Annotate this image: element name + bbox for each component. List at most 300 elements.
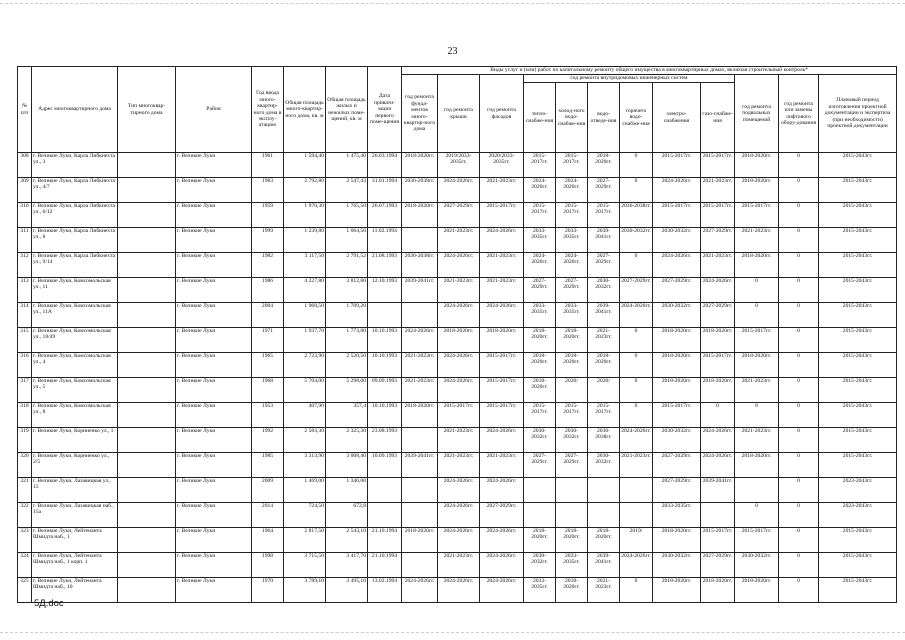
cell-year: 1970 — [252, 578, 284, 603]
cell-priv — [368, 478, 402, 503]
cell-facade: 2018-2020гг. — [480, 328, 524, 353]
cell-year: 1985 — [252, 453, 284, 478]
cell-num: 308 — [18, 153, 32, 178]
cell-facade: 2027-2029гг. — [480, 503, 524, 528]
cell-hot: 0 — [620, 353, 653, 378]
cell-design: 2015-2043гг. — [819, 428, 897, 453]
cell-heat: 2018-2020гг. — [524, 328, 556, 353]
table-row — [18, 278, 897, 303]
cell-sewer: 2027-2029гг. — [588, 178, 620, 203]
cell-type — [118, 253, 176, 278]
cell-district: г. Великие Луки — [176, 228, 252, 253]
cell-total: 1 968,50 — [284, 303, 326, 328]
cell-type — [118, 203, 176, 228]
cell-sewer — [588, 503, 620, 528]
cell-heat — [524, 503, 556, 528]
cell-cold: 2030-2032гг. — [556, 428, 588, 453]
table-row — [18, 228, 897, 253]
table-row — [18, 478, 897, 503]
cell-total: 1 594,40 — [284, 153, 326, 178]
cell-district: г. Великие Луки — [176, 278, 252, 303]
cell-priv: 10.10.1993 — [368, 328, 402, 353]
cell-facade: 2024-2026гг. — [480, 228, 524, 253]
header-type: Тип многоквар-тирного дома — [118, 67, 176, 153]
cell-lift: 0 — [779, 253, 819, 278]
cell-base: 2015-2017гг. — [735, 528, 779, 553]
cell-found: 2039-2041гг. — [402, 278, 438, 303]
cell-district: г. Великие Луки — [176, 403, 252, 428]
cell-district: г. Великие Луки — [176, 578, 252, 603]
cell-district: г. Великие Луки — [176, 153, 252, 178]
table-row — [18, 353, 897, 378]
cell-design: 2015-2043гг. — [819, 303, 897, 328]
cell-num: 316 — [18, 353, 32, 378]
cell-sewer: 2020/ — [588, 378, 620, 403]
cell-design: 2015-2043гг. — [819, 178, 897, 203]
cell-address: г. Великие Луки, Корниенко ул., 1 — [32, 428, 118, 453]
cell-district: г. Великие Луки — [176, 303, 252, 328]
cell-district: г. Великие Луки — [176, 503, 252, 528]
cell-lift: 0 — [779, 303, 819, 328]
table-row — [18, 153, 897, 178]
cell-total: 1 970,30 — [284, 203, 326, 228]
cell-lift: 0 — [779, 403, 819, 428]
cell-year: 1965 — [252, 353, 284, 378]
header-basement: год ремонта подвальных помещений — [735, 75, 779, 153]
footer-filename: 5Д.doc — [34, 598, 64, 609]
cell-year: 2004 — [252, 303, 284, 328]
table-row — [18, 303, 897, 328]
cell-hot: 2024-2026гг. — [620, 303, 653, 328]
cell-roof: 2024-2026гг. — [438, 478, 480, 503]
cell-gas: 2018-2020гг. — [701, 378, 735, 403]
cell-address: г. Великие Луки, Комсомольская ул., 11 — [32, 278, 118, 303]
cell-found — [402, 303, 438, 328]
cell-found: 2039-2041гг. — [402, 453, 438, 478]
cell-year: 1971 — [252, 328, 284, 353]
cell-elec: 2018-2020гг. — [653, 528, 701, 553]
cell-roof: 2024-2026гг. — [438, 253, 480, 278]
cell-year: 1968 — [252, 378, 284, 403]
table-body — [18, 153, 897, 603]
cell-base: 2018-2020гг. — [735, 578, 779, 603]
cell-priv — [368, 303, 402, 328]
cell-lift: 0 — [779, 503, 819, 528]
cell-roof: 2024-2026гг. — [438, 178, 480, 203]
cell-elec: 2018-2020гг. — [653, 578, 701, 603]
cell-total: 4 227,80 — [284, 278, 326, 303]
cell-found — [402, 428, 438, 453]
cell-total: 1 239,80 — [284, 228, 326, 253]
cell-district: г. Великие Луки — [176, 328, 252, 353]
cell-facade: 2021-2023гг. — [480, 278, 524, 303]
cell-design: 2015-2043гг. — [819, 253, 897, 278]
cell-res: 3 495,10 — [326, 578, 368, 603]
cell-cold: 2018-2020гг. — [556, 528, 588, 553]
cell-year: 1959 — [252, 203, 284, 228]
cell-found: 2024-2026гг. — [402, 578, 438, 603]
cell-gas: 2027-2029гг. — [701, 228, 735, 253]
cell-roof: 2024-2026гг. — [438, 503, 480, 528]
cell-res: 672,8 — [326, 503, 368, 528]
cell-address: г. Великие Луки, Карла Либкнехта ул., 8 — [32, 228, 118, 253]
header-num: № п/п — [18, 67, 32, 153]
cell-found: 2024-2026гг. — [402, 328, 438, 353]
cell-heat: 2033-2035гг. — [524, 578, 556, 603]
cell-found — [402, 503, 438, 528]
table-row — [18, 178, 897, 203]
cell-gas: 2039-2041гг. — [701, 478, 735, 503]
cell-type — [118, 353, 176, 378]
cell-found: 2018-2020гг. — [402, 528, 438, 553]
cell-address: г. Великие Луки, Комсомольская ул., 8 — [32, 403, 118, 428]
cell-heat: 2018-2020гг. — [524, 353, 556, 378]
cell-base: 2018-2020гг. — [735, 178, 779, 203]
cell-facade: 2021-2023гг. — [480, 253, 524, 278]
cell-num: 323 — [18, 528, 32, 553]
cell-elec: 2015-2017гг. — [653, 203, 701, 228]
cell-elec: 2018-2020гг. — [653, 378, 701, 403]
cell-design: 2015-2043гг. — [819, 528, 897, 553]
cell-num: 312 — [18, 253, 32, 278]
cell-roof: 2019/2033-2035гг. — [438, 153, 480, 178]
cell-priv: 13.02.1994 — [368, 578, 402, 603]
cell-lift: 0 — [779, 353, 819, 378]
cell-heat: 2015-2017гг. — [524, 203, 556, 228]
header-priv-date: Дата привати-зации первого поме-щения — [368, 67, 402, 153]
cell-num: 325 — [18, 578, 32, 603]
cell-base: 2018-2020гг. — [735, 453, 779, 478]
cell-facade: 2024-2026гг. — [480, 478, 524, 503]
cell-gas: 2024-2026гг. — [701, 428, 735, 453]
cell-district: г. Великие Луки — [176, 253, 252, 278]
cell-sewer: 2021-2023гг. — [588, 328, 620, 353]
cell-priv: 11.02.1994 — [368, 228, 402, 253]
cell-gas — [701, 503, 735, 528]
cell-hot: 2036-2038гг. — [620, 203, 653, 228]
cell-base: 2015-2017гг. — [735, 328, 779, 353]
header-res-area: Общая площадь жилых и нежилых поме-щений, кв. м — [326, 67, 368, 153]
cell-sewer: 2039-2041гг. — [588, 303, 620, 328]
cell-found — [402, 228, 438, 253]
cell-cold: 2015-2017гг. — [556, 403, 588, 428]
cell-sewer: 2030-2032гг. — [588, 278, 620, 303]
cell-num: 313 — [18, 278, 32, 303]
cell-district: г. Великие Луки — [176, 553, 252, 578]
cell-total: 1 469,00 — [284, 478, 326, 503]
cell-address: г. Великие Луки, Лейтенанта Шмидта наб., 10 — [32, 578, 118, 603]
cell-address: г. Великие Луки, Карла Либкнехта ул., 9/14 — [32, 253, 118, 278]
cell-facade: 2024-2026гг. — [480, 578, 524, 603]
cell-total: 2 792,80 — [284, 178, 326, 203]
cell-res: 1 709,20 — [326, 303, 368, 328]
cell-year: 1961 — [252, 153, 284, 178]
cell-design: 2023-2043гг. — [819, 478, 897, 503]
header-design: Плановый период изготовления проектной документации и экспертиза (при необходимости) проектной документации — [819, 75, 897, 153]
cell-sewer: 2018-2020гг. — [588, 528, 620, 553]
cell-year: 1983 — [252, 178, 284, 203]
cell-num: 321 — [18, 478, 32, 503]
cell-elec: 2024-2026гг. — [653, 178, 701, 203]
cell-num: 309 — [18, 178, 32, 203]
cell-sewer: 2027-2029гг. — [588, 253, 620, 278]
header-cold: холод-ного водо-снабже-ния — [556, 83, 588, 153]
cell-priv: 21.08.1993 — [368, 253, 402, 278]
table-row — [18, 528, 897, 553]
cell-gas: 2021-2023гг. — [701, 178, 735, 203]
cell-gas: 2027-2029гг. — [701, 303, 735, 328]
cell-design: 2015-2043гг. — [819, 453, 897, 478]
cell-hot: 2030-2032гг. — [620, 228, 653, 253]
cell-roof: 2024-2026гг. — [438, 578, 480, 603]
cell-total: 3 715,50 — [284, 553, 326, 578]
cell-design: 2015-2043гг. — [819, 328, 897, 353]
cell-elec: 2033-2035гг. — [653, 503, 701, 528]
cell-hot: 2019/ — [620, 528, 653, 553]
cell-design: 2015-2043гг. — [819, 153, 897, 178]
cell-type — [118, 503, 176, 528]
header-foundation: год ремонта фунда-ментов много-квартир-ного дома — [402, 75, 438, 153]
header-elec: электро-снабжения — [653, 83, 701, 153]
cell-total: 3 117,50 — [284, 253, 326, 278]
cell-heat: 2015-2017гг. — [524, 403, 556, 428]
cell-base: 2021-2023гг. — [735, 378, 779, 403]
cell-heat: 2027-2029гг. — [524, 453, 556, 478]
cell-res: 1 346,00 — [326, 478, 368, 503]
cell-cold: 2018-2020гг. — [556, 328, 588, 353]
cell-address: г. Великие Луки, Лазавицкая наб., 15а — [32, 503, 118, 528]
cell-facade: 2015-2017гг. — [480, 203, 524, 228]
cell-num: 317 — [18, 378, 32, 403]
cell-priv: 10.10.1993 — [368, 353, 402, 378]
cell-roof: 2021-2023гг. — [438, 278, 480, 303]
cell-lift: 0 — [779, 228, 819, 253]
cell-total: 2 583,30 — [284, 428, 326, 453]
cell-res: 1 475,40 — [326, 153, 368, 178]
cell-hot: 0 — [620, 378, 653, 403]
table-row — [18, 453, 897, 478]
header-roof: год ремонта крыши — [438, 75, 480, 153]
cell-roof: 2018-2020гг. — [438, 328, 480, 353]
cell-gas: 2018-2020гг. — [701, 328, 735, 353]
cell-res: 3 008,40 — [326, 453, 368, 478]
cell-num: 314 — [18, 303, 32, 328]
cell-res: 2 791,52 — [326, 253, 368, 278]
cell-type — [118, 553, 176, 578]
cell-roof: 2027-2029гг. — [438, 203, 480, 228]
header-total-area: Общая площадь много-квартир-ного дома, кв. м — [284, 67, 326, 153]
cell-base: 2030-2032гг. — [735, 553, 779, 578]
cell-heat: 2015-2017гг. — [524, 153, 556, 178]
cell-district: г. Великие Луки — [176, 428, 252, 453]
cell-year: 1953 — [252, 403, 284, 428]
cell-facade: 2015-2017гг. — [480, 378, 524, 403]
cell-base: 2015-2017гг. — [735, 203, 779, 228]
cell-res: 357,4 — [326, 403, 368, 428]
cell-heat: 2030-2032гг. — [524, 428, 556, 453]
cell-priv: 23.08.1993 — [368, 428, 402, 453]
cell-type — [118, 153, 176, 178]
cell-year: 1999 — [252, 228, 284, 253]
cell-year: 1964 — [252, 528, 284, 553]
cell-gas: 2024-2026гг. — [701, 278, 735, 303]
cell-base: 0 — [735, 403, 779, 428]
cell-design: 2015-2043гг. — [819, 203, 897, 228]
cell-num: 315 — [18, 328, 32, 353]
cell-base: 2018-2020гг. — [735, 253, 779, 278]
cell-base: 0 — [735, 503, 779, 528]
cell-hot: 0 — [620, 253, 653, 278]
cell-base: 2021-2023гг. — [735, 228, 779, 253]
cell-lift: 0 — [779, 378, 819, 403]
cell-facade: 2021-2023гг. — [480, 178, 524, 203]
cell-roof: 2021-2023гг. — [438, 453, 480, 478]
cell-year: 1986 — [252, 278, 284, 303]
cell-lift: 0 — [779, 478, 819, 503]
cell-elec: 2018-2020гг. — [653, 353, 701, 378]
cell-design: 2015-2043гг. — [819, 378, 897, 403]
header-eng-group: год ремонта внутридомовых инженерных систем — [524, 75, 735, 83]
cell-elec: 2030-2032гг. — [653, 553, 701, 578]
cell-facade: 2021-2023гг. — [480, 453, 524, 478]
cell-base: 2018-2020гг. — [735, 353, 779, 378]
cell-type — [118, 228, 176, 253]
cell-address: г. Великие Луки, Карла Либкнехта ул., 4/7 — [32, 178, 118, 203]
header-works-group: Виды услуг и (или) работ по капитальному ремонту общего имущества в многоквартирных домах, включая строительный контроль* — [402, 67, 897, 75]
cell-num: 310 — [18, 203, 32, 228]
header-facade: год ремонта фасадов — [480, 75, 524, 153]
cell-found: 2018-2020гг. — [402, 153, 438, 178]
cell-cold: 2020/ — [556, 378, 588, 403]
cell-gas: 2015-2017гг. — [701, 153, 735, 178]
cell-hot — [620, 503, 653, 528]
cell-type — [118, 578, 176, 603]
cell-design: 2015-2043гг. — [819, 578, 897, 603]
cell-total: 1 937,70 — [284, 328, 326, 353]
cell-design: 2015-2043гг. — [819, 353, 897, 378]
cell-elec: 2015-2017гг. — [653, 153, 701, 178]
cell-address: г. Великие Луки, Карла Либкнехта ул., 6/12 — [32, 203, 118, 228]
cell-cold: 2033-2035гг. — [556, 228, 588, 253]
cell-district: г. Великие Луки — [176, 203, 252, 228]
cell-priv: 10.10.1993 — [368, 403, 402, 428]
table-row — [18, 503, 897, 528]
cell-year: 2014 — [252, 503, 284, 528]
cell-gas: 2015-2017гг. — [701, 203, 735, 228]
cell-sewer: 2021-2023гг. — [588, 578, 620, 603]
cell-lift: 0 — [779, 578, 819, 603]
cell-type — [118, 403, 176, 428]
cell-design: 2015-2043гг. — [819, 228, 897, 253]
cell-hot: 2024-2026гг. — [620, 428, 653, 453]
cell-res: 1 765,50 — [326, 203, 368, 228]
cell-gas: 0 — [701, 403, 735, 428]
cell-gas: 2027-2029гг. — [701, 553, 735, 578]
cell-cold: 2027-2029гг. — [556, 453, 588, 478]
cell-type — [118, 478, 176, 503]
cell-elec: 2018-2020гг. — [653, 328, 701, 353]
cell-sewer: 2018-2020гг. — [588, 353, 620, 378]
cell-base: 0 — [735, 303, 779, 328]
cell-cold: 2015-2017гг. — [556, 153, 588, 178]
cell-total: 724,50 — [284, 503, 326, 528]
cell-type — [118, 328, 176, 353]
cell-address: г. Великие Луки, Лазавицкая ул., 15 — [32, 478, 118, 503]
header-hot: горячего водо-снабже-ния — [620, 83, 653, 153]
cell-found: 2018-2020гг. — [402, 203, 438, 228]
cell-lift: 0 — [779, 178, 819, 203]
cell-base: 2021-2023гг. — [735, 428, 779, 453]
table-row — [18, 403, 897, 428]
cell-base — [735, 478, 779, 503]
cell-lift: 0 — [779, 278, 819, 303]
cell-priv: 21.10.1994 — [368, 528, 402, 553]
cell-gas: 2015-2017гг. — [701, 528, 735, 553]
cell-base: 2018-2020гг. — [735, 153, 779, 178]
cell-district: г. Великие Луки — [176, 353, 252, 378]
cell-res: 1 064,50 — [326, 228, 368, 253]
repair-schedule-table-wrap — [17, 66, 891, 603]
cell-heat: 2024-2026гг. — [524, 253, 556, 278]
cell-priv: 12.10.1993 — [368, 278, 402, 303]
cell-hot: 0 — [620, 328, 653, 353]
cell-roof: 2021-2023гг. — [438, 228, 480, 253]
cell-total: 3 313,90 — [284, 453, 326, 478]
cell-elec: 2030-2032гг. — [653, 228, 701, 253]
cell-elec: 2027-2029гг. — [653, 453, 701, 478]
page-number: 23 — [447, 46, 458, 57]
cell-found — [402, 478, 438, 503]
cell-roof: 2024-2026гг. — [438, 303, 480, 328]
cell-priv: 26.07.1993 — [368, 203, 402, 228]
cell-heat: 2018-2020гг. — [524, 528, 556, 553]
cell-lift: 0 — [779, 153, 819, 178]
header-year: Год ввода много-квартир-ного дома в эксплу-атацию — [252, 67, 284, 153]
cell-elec: 2030-2032гг. — [653, 303, 701, 328]
cell-heat: 2018-2020гг. — [524, 378, 556, 403]
cell-priv: 21.10.1994 — [368, 553, 402, 578]
cell-priv: 26.03.1994 — [368, 153, 402, 178]
cell-type — [118, 528, 176, 553]
cell-heat: 2024-2026гг. — [524, 178, 556, 203]
cell-facade: 2020/2033-2035гг. — [480, 153, 524, 178]
cell-heat: 2033-2035гг. — [524, 228, 556, 253]
cell-found: 2018-2020гг. — [402, 403, 438, 428]
cell-cold: 2015-2017гг. — [556, 203, 588, 228]
repair-schedule-table — [17, 66, 897, 603]
cell-heat: 2030-2032гг. — [524, 553, 556, 578]
cell-type — [118, 278, 176, 303]
cell-year: 1982 — [252, 253, 284, 278]
cell-sewer: 2030-2032гг. — [588, 453, 620, 478]
cell-gas: 2015-2017гг. — [701, 353, 735, 378]
cell-hot — [620, 478, 653, 503]
cell-roof: 2015-2017гг. — [438, 403, 480, 428]
cell-hot: 0 — [620, 403, 653, 428]
cell-heat: 2027-2029гг. — [524, 278, 556, 303]
cell-priv: 10.09.1993 — [368, 453, 402, 478]
cell-lift: 0 — [779, 528, 819, 553]
cell-total: 5 704,00 — [284, 378, 326, 403]
cell-address: г. Великие Луки, Лейтенанта Шмидта наб., 1 — [32, 528, 118, 553]
cell-address: г. Великие Луки, Корниенко ул., 2/5 — [32, 453, 118, 478]
cell-elec: 2027-2029гг. — [653, 278, 701, 303]
cell-res: 1 773,80 — [326, 328, 368, 353]
cell-design: 2015-2043гг. — [819, 403, 897, 428]
cell-num: 311 — [18, 228, 32, 253]
cell-year: 1998 — [252, 553, 284, 578]
cell-res: 2 547,43 — [326, 178, 368, 203]
